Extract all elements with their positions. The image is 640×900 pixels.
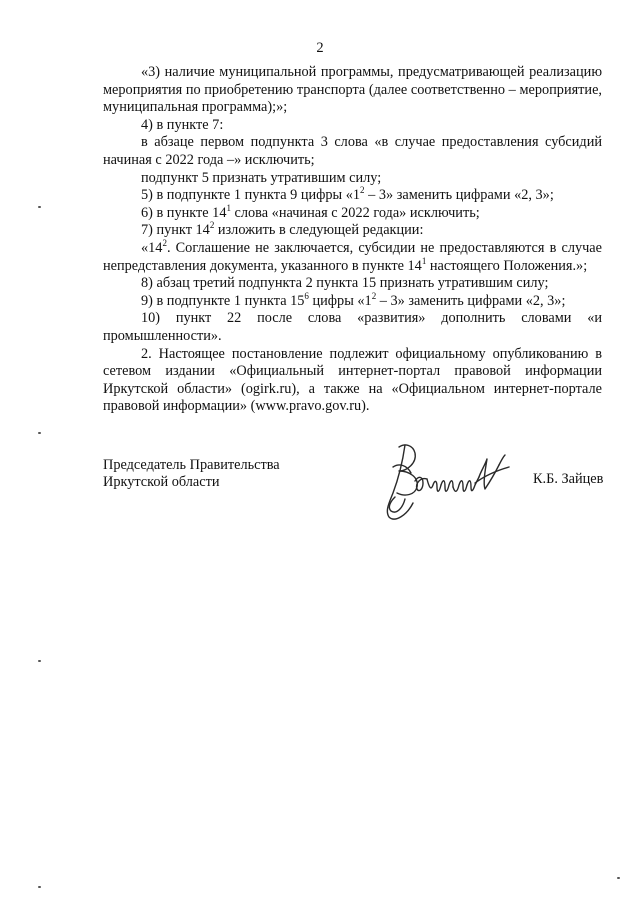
paragraph [103, 290, 602, 311]
paragraph-text: слова «начиная с 2022 года» исключить; [230, 204, 480, 221]
paragraph [103, 170, 602, 188]
signatory-title [103, 457, 363, 491]
superscript: 2 [360, 185, 365, 196]
paragraph-text: «3) наличие муниципальной программы, предусматривающей реализацию мероприятия по приобретению транспорта (далее соответственно – мероприятие, муниципальная программа);»; [103, 64, 602, 116]
paragraph [103, 346, 602, 416]
paragraph-text: цифры «1 [308, 292, 372, 309]
paragraph-text: 9) в подпункте 1 пункта 15 [141, 292, 305, 309]
paragraph [103, 275, 602, 293]
scan-speck [38, 660, 41, 662]
superscript: 1 [421, 255, 427, 266]
paragraph [103, 222, 602, 240]
paragraph [103, 202, 602, 223]
paragraph [103, 187, 602, 205]
paragraph [103, 237, 602, 275]
paragraph [103, 310, 602, 345]
paragraph-text: – 3» заменить цифрами «2, 3»; [376, 292, 566, 309]
paragraph-text: изложить в следующей редакции: [214, 222, 424, 239]
scan-speck [38, 206, 41, 208]
superscript: 1 [226, 202, 231, 213]
paragraph-text: подпункт 5 признать утратившим силу; [141, 169, 382, 186]
paragraph-text: настоящего Положения.»; [426, 257, 588, 274]
paragraph-text: 10) пункт 22 после слова «развития» дополнить словами «и промышленности». [103, 310, 602, 344]
superscript: 6 [304, 290, 309, 301]
paragraph-text: – 3» заменить цифрами «2, 3»; [364, 187, 554, 204]
scan-speck [38, 432, 41, 434]
paragraph-text: 6) в пункте 14 [141, 204, 227, 221]
paragraph-text: 4) в пункте 7: [141, 116, 224, 133]
paragraph-text: в абзаце первом подпункта 3 слова «в случае предоставления субсидий начиная с 2022 года –» исключить; [103, 134, 602, 168]
paragraph-text: «14 [141, 239, 163, 256]
handwritten-signature [375, 437, 525, 527]
paragraph [103, 134, 602, 169]
paragraph-text: 8) абзац третий подпункта 2 пункта 15 признать утратившим силу; [141, 275, 549, 292]
document-body [103, 64, 602, 416]
superscript: 2 [209, 220, 215, 231]
paragraph-text: . Соглашение не заключается, субсидии не предоставляются в случае непредставления документа, указанного в пункте 14 [103, 239, 602, 274]
superscript: 2 [162, 237, 167, 248]
paragraph-text: 7) пункт 14 [141, 222, 210, 239]
signatory-name: К.Б. Зайцев [533, 471, 604, 487]
paragraph-text: 2. Настоящее постановление подлежит официальному опубликованию в сетевом издании «Официальный интернет-портал правовой информации Иркутской области» (ogirk.ru), а также на «Официальном интернет-портале правовой информации» (www.pravo.gov.ru). [103, 345, 602, 415]
signatory-title-line2: Иркутской области [103, 474, 220, 490]
scan-speck [617, 877, 620, 879]
superscript: 2 [371, 290, 377, 301]
paragraph [103, 117, 602, 135]
page-number: 2 [316, 40, 324, 56]
paragraph [103, 64, 602, 117]
scan-speck [38, 886, 41, 888]
paragraph-text: 5) в подпункте 1 пункта 9 цифры «1 [141, 187, 361, 204]
signature-block [103, 457, 602, 517]
signatory-title-line1: Председатель Правительства [103, 457, 280, 473]
